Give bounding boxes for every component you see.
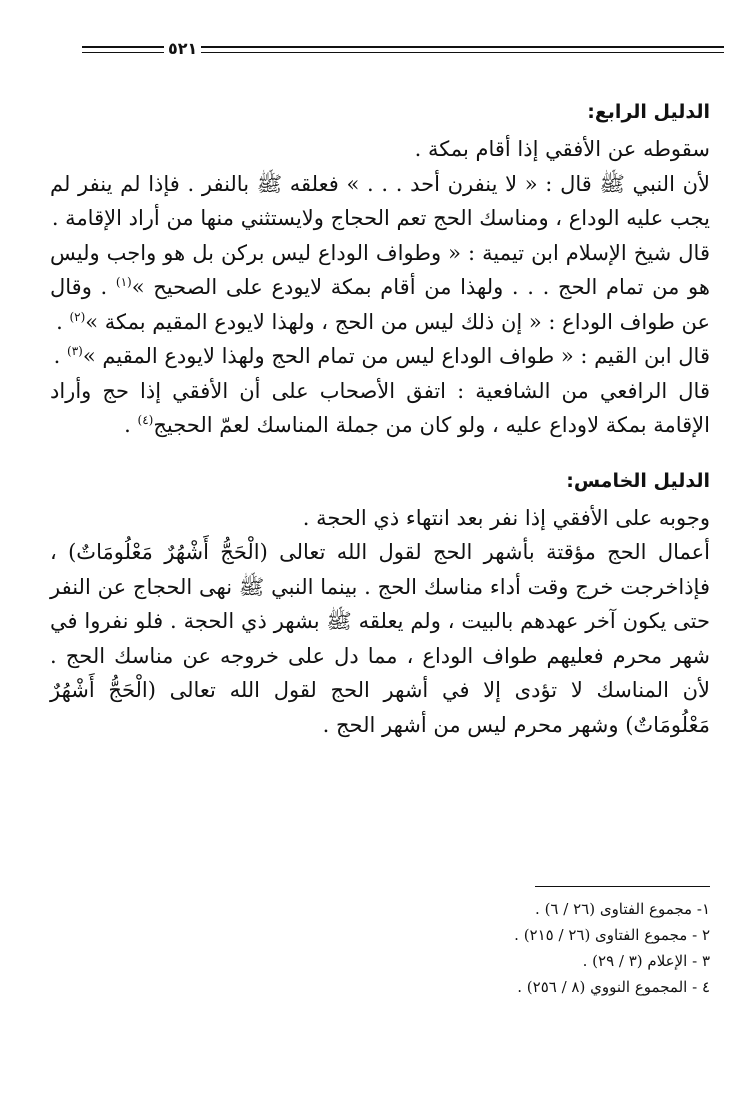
quote-text: . — [56, 309, 70, 334]
ibn-taymiyya-quote — [50, 236, 710, 340]
quote-text: قال شيخ الإسلام ابن تيمية : « وطواف الوداع ليس بركن بل هو واجب وليس هو من تمام الحج . . . ولهذا من أقام بمكة لايودع على الصحيح » — [50, 240, 710, 299]
footnote-item: ٢ - مجموع الفتاوى (٢٦ / ٢١٥) . — [514, 926, 710, 944]
footnote-ref[interactable]: (٤) — [137, 413, 154, 427]
paragraph: أعمال الحج مؤقتة بأشهر الحج لقول الله تعالى (الْحَجُّ أَشْهُرٌ مَعْلُومَاتٌ) ، فإذاخرجت خرج وقت أداء مناسك الحج . بينما النبي ﷺ نهى الحجاج عن النفر حتى يكون آخر عهدهم بالبيت ، ولم يعلقه ﷺ بشهر ذي الحجة . فلو نفروا في شهر محرم فعليهم طواف الوداع ، مما دل على خروجه عن مناسك الحج . لأن المناسك لا تؤدى إلا في أشهر الحج لقول الله تعالى (الْحَجُّ أَشْهُرٌ مَعْلُومَاتٌ) وشهر محرم ليس من أشهر الحج . — [50, 540, 710, 737]
quote-text: . وقال عن طواف الوداع : « إن ذلك ليس من الحج ، ولهذا لايودع المقيم بمكة » — [50, 275, 710, 334]
rafii-quote — [50, 374, 710, 443]
section-heading-fifth-evidence: الدليل الخامس: — [566, 469, 710, 492]
quote-text: قال ابن القيم : « طواف الوداع ليس من تمام الحج ولهذا لايودع المقيم » — [82, 344, 710, 368]
section-spacer — [50, 443, 710, 465]
section-heading-fourth-evidence: الدليل الرابع: — [587, 101, 710, 123]
page-number: ٥٢١ — [168, 39, 198, 58]
footnote-divider — [535, 886, 710, 887]
ibn-qayyim-quote — [50, 339, 710, 374]
paragraph: سقوطه عن الأفقي إذا أقام بمكة . — [414, 137, 710, 161]
footnote-item: ١- مجموع الفتاوى (٢٦ / ٦) . — [535, 900, 710, 918]
footnote-item: ٤ - المجموع النووي (٨ / ٢٥٦) . — [517, 978, 710, 996]
paragraph: وجوبه على الأفقي إذا نفر بعد انتهاء ذي الحجة . — [302, 505, 710, 530]
footnote-ref[interactable]: (٢) — [69, 309, 86, 324]
footnote-ref[interactable]: (٣) — [67, 344, 83, 358]
quote-text: قال الرافعي من الشافعية : اتفق الأصحاب على أن الأفقي إذا حج وأراد الإقامة بمكة لاوداع عليه ، ولو كان من جملة المناسك لعمّ الحجيج — [50, 378, 710, 437]
quote-text: . — [124, 413, 138, 437]
main-text — [50, 96, 710, 742]
footnotes — [300, 896, 710, 1000]
quote-text: . — [53, 344, 68, 368]
header-rule-right — [201, 46, 724, 53]
header-rule-left — [82, 46, 164, 53]
footnote-item: ٣ - الإعلام (٣ / ٢٩) . — [582, 952, 710, 970]
page-header — [82, 36, 724, 62]
footnote-ref[interactable]: (١) — [115, 275, 132, 289]
paragraph: لأن النبي ﷺ قال : « لا ينفرن أحد . . . » فعلقه ﷺ بالنفر . فإذا لم ينفر لم يجب عليه الوداع ، ومناسك الحج تعم الحجاج ولايستثني منها من أراد الإقامة . — [50, 171, 710, 230]
